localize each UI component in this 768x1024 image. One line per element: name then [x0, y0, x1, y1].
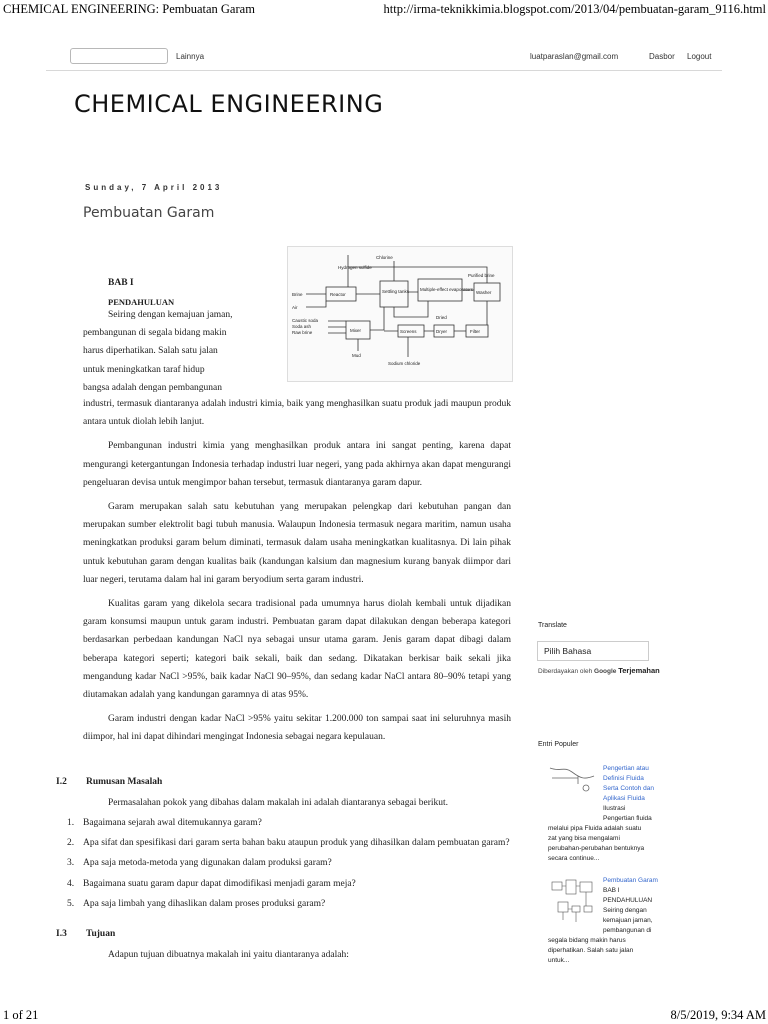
- powered-by: [538, 666, 660, 675]
- diagram-label-sodium-chloride: Sodium chloride: [388, 361, 421, 366]
- popular-snippet: [603, 886, 713, 936]
- list-item-text: Bagaimana sejarah awal ditemukannya garam?: [83, 818, 262, 828]
- popular-snippet-line: perubahan-perubahan bentuknya: [548, 845, 645, 852]
- section-3-intro: Adapun tujuan dibuatnya makalah ini yaitu diantaranya adalah:: [108, 950, 349, 960]
- list-item-number: 3.: [67, 858, 75, 869]
- diagram-label-washer: Washer: [476, 290, 492, 295]
- print-datetime: 8/5/2019, 9:34 AM: [670, 1008, 766, 1022]
- diagram-label-raw-brine: Raw brine: [292, 330, 313, 335]
- navbar-logout-link[interactable]: Logout: [687, 52, 712, 61]
- popular-snippet-line: untuk...: [548, 957, 570, 964]
- popular-snippet-line: diperhatikan. Salah satu jalan: [548, 947, 634, 954]
- popular-snippet-line: secara continue...: [548, 855, 600, 862]
- process-flow-diagram: [287, 246, 513, 382]
- list-item-text: Apa saja limbah yang dihaslikan dalam proses produksi garam?: [83, 898, 326, 909]
- settling-tanks-box: [380, 281, 408, 307]
- intro-wrap-text: [83, 306, 255, 397]
- diagram-label-evaporators: Multiple-effect evaporators: [420, 287, 473, 292]
- popular-snippet: [603, 804, 713, 824]
- popular-snippet-line: segala bidang makin harus: [548, 937, 626, 944]
- section-2-title: Rumusan Masalah: [86, 777, 163, 787]
- blogger-navbar: [46, 44, 722, 71]
- list-item-number: 2.: [67, 838, 75, 849]
- list-item-number: 4.: [67, 878, 75, 889]
- popular-post-link[interactable]: [603, 876, 713, 886]
- popular-snippet-line: BAB I: [603, 887, 620, 894]
- section-3-title: Tujuan: [86, 929, 116, 939]
- popular-snippet-line: kemajuan jaman,: [603, 917, 653, 924]
- popular-snippet-line: Pengertian fluida: [603, 815, 652, 822]
- diagram-label-brine: Brine: [292, 292, 303, 297]
- popular-post-link[interactable]: [603, 764, 713, 804]
- blog-title[interactable]: CHEMICAL ENGINEERING: [74, 90, 384, 118]
- diagram-label-reactor: Reactor: [330, 292, 346, 297]
- intro-line: untuk meningkatkan taraf hidup: [83, 364, 205, 375]
- diagram-label-mud: Mud: [352, 353, 361, 358]
- diagram-label-settling-tanks: Settling tanks: [382, 289, 410, 294]
- navbar-more-link[interactable]: Lainnya: [176, 52, 205, 61]
- post-content: [83, 395, 511, 747]
- section-3-number: I.3: [56, 929, 67, 939]
- diagram-label-purified-brine: Purified brine: [468, 273, 495, 278]
- navbar-dashboard-link[interactable]: Dasbor: [649, 52, 675, 61]
- intro-paragraph-rest: industri, termasuk diantaranya adalah industri kimia, baik yang menghasilkan suatu produk jadi maupun produk antara untuk diolah lebih lanjut.: [83, 399, 511, 428]
- list-item: [67, 834, 511, 852]
- list-item-number: 1.: [67, 818, 75, 828]
- intro-line: pembangunan di segala bidang makin: [83, 328, 227, 339]
- diagram-label-soda-ash: Soda ash: [292, 324, 312, 329]
- list-item-text: Apa saja metoda-metoda yang digunakan dalam produksi garam?: [83, 858, 332, 869]
- list-item-number: 5.: [67, 898, 75, 909]
- popular-thumbnail[interactable]: [548, 876, 598, 928]
- terjemahan-link[interactable]: Terjemahan: [618, 666, 660, 675]
- list-item-text: Bagaimana suatu garam dapur dapat dimodifikasi menjadi garam meja?: [83, 878, 356, 889]
- diagram-label-hydrogen-sulfide: Hydrogen sulfide: [338, 265, 372, 270]
- body-paragraph: Garam merupakan salah satu kebutuhan yang merupakan pelengkap dari kebutuhan pangan dan merupakan sumber elektrolit bagi tubuh manusia. Walaupun Indonesia termasuk negara maritim, namun usaha meningkatkan produksi garam belum diminati, termasuk dalam usaha meningkatkan kualitasnya. Di lain pihak untuk kebutuhan garam dengan kualitas baik (kandungan kalsium dan magnesium kurang banyak diimpor dari luar negeri, terutama dalam hal ini garam beryodium serta garam industri.: [83, 502, 511, 585]
- diagram-label-chlorine: Chlorine: [376, 255, 393, 260]
- popular-snippet-line: pembangunan di: [603, 927, 652, 934]
- intro-line: bangsa adalah dengan pembangunan: [83, 382, 223, 393]
- body-paragraph: Kualitas garam yang dikelola secara tradisional pada umumnya harus diolah kembali untuk dijadikan garam konsumsi maupun untuk garam industri. Pembuatan garam dapat dilakukan dengan beberapa kategori berdasarkan perbedaan kandungan NaCl nya sebagai unsur utama garam. Jenis garam dapat dibagi dalam beberapa kategori seperti; kategori baik sekali, baik dan sedang. Dikatakan berkisar baik sekali jika mengandung kadar NaCl >95%, baik kadar NaCl 90–95%, dan sedang kadar NaCl antara 80–90% tetapi yang diutamakan adalah yang kandungan garamnya di atas 95%.: [83, 599, 511, 701]
- list-item: [67, 895, 511, 913]
- diagram-label-caustic-soda: Caustic soda: [292, 318, 319, 323]
- google-logo[interactable]: Google: [594, 668, 617, 675]
- diagram-label-mixer: Mixer: [350, 328, 361, 333]
- print-page-number: 1 of 21: [3, 1008, 39, 1022]
- translate-heading: Translate: [538, 622, 567, 629]
- post-date: Sunday, 7 April 2013: [85, 183, 223, 192]
- navbar-search-input[interactable]: [70, 48, 168, 64]
- list-item: [67, 875, 511, 893]
- intro-line: harus diperhatikan. Salah satu jalan: [83, 346, 218, 357]
- questions-list: [67, 814, 511, 913]
- section-2-number: I.2: [56, 777, 67, 787]
- diagram-label-filter: Filter: [470, 329, 480, 334]
- body-paragraph: Garam industri dengan kadar NaCl >95% yaitu sekitar 1.200.000 ton sampai saat ini seluruhnya masih diimpor, hal ini dapat dihindari mengingat Indonesia sebagai negara kepulauan.: [83, 714, 511, 743]
- list-item: [67, 854, 511, 872]
- body-paragraph: Pembangunan industri kimia yang menghasilkan produk antara ini sangat penting, karena dapat mengurangi ketergantungan Indonesia terhadap industri luar negeri, yang pada akhirnya akan dapat mengurangi pengeluaran devisa untuk mengimpor bahan tersebut, termasuk diantaranya garam dapur.: [83, 441, 511, 488]
- popular-link-line[interactable]: Definisi Fluida: [603, 775, 644, 782]
- popular-link-line[interactable]: Serta Contoh dan: [603, 785, 654, 792]
- popular-snippet: [548, 936, 713, 966]
- intro-line: Seiring dengan kemajuan jaman,: [108, 310, 233, 320]
- diagram-label-dried: Dried: [436, 315, 447, 320]
- popular-snippet: [548, 824, 713, 864]
- navbar-user-email[interactable]: luatparaslan@gmail.com: [530, 52, 619, 61]
- popular-thumbnail[interactable]: [548, 762, 598, 800]
- popular-link-line[interactable]: Aplikasi Fluida: [603, 795, 645, 802]
- diagram-label-screens: Screens: [400, 329, 417, 334]
- popular-link-line[interactable]: Pembuatan Garam: [603, 877, 658, 884]
- list-item-text: Apa sifat dan spesifikasi dari garam serta bahan baku ataupun produk yang dihasilkan dalam pembuatan garam?: [83, 838, 510, 849]
- popular-snippet-line: zat yang bisa mengalami: [548, 835, 620, 842]
- post-title[interactable]: Pembuatan Garam: [83, 205, 215, 221]
- list-item: [67, 814, 511, 832]
- popular-posts-heading: Entri Populer: [538, 741, 579, 748]
- popular-link-line[interactable]: Pengertian atau: [603, 765, 649, 772]
- popular-snippet-line: PENDAHULUAN: [603, 897, 653, 904]
- popular-snippet-line: Seiring dengan: [603, 907, 647, 914]
- print-page-url: http://irma-teknikkimia.blogspot.com/2013/04/pembuatan-garam_9116.html: [383, 2, 766, 16]
- popular-snippet-line: Ilustrasi: [603, 805, 626, 812]
- section-2-intro: Permasalahan pokok yang dibahas dalam makalah ini adalah diantaranya sebagai berikut.: [108, 798, 449, 808]
- bab-heading: BAB I: [108, 278, 134, 288]
- diagram-label-air: Air: [292, 305, 298, 310]
- diagram-label-dryer: Dryer: [436, 329, 447, 334]
- pendahuluan-heading: PENDAHULUAN: [108, 297, 175, 307]
- popular-snippet-line: melalui pipa Fluida adalah suatu: [548, 825, 642, 832]
- powered-by-label: Diberdayakan oleh: [538, 668, 593, 675]
- print-page-title: CHEMICAL ENGINEERING: Pembuatan Garam: [3, 2, 255, 16]
- language-select[interactable]: Pilih Bahasa: [537, 641, 649, 661]
